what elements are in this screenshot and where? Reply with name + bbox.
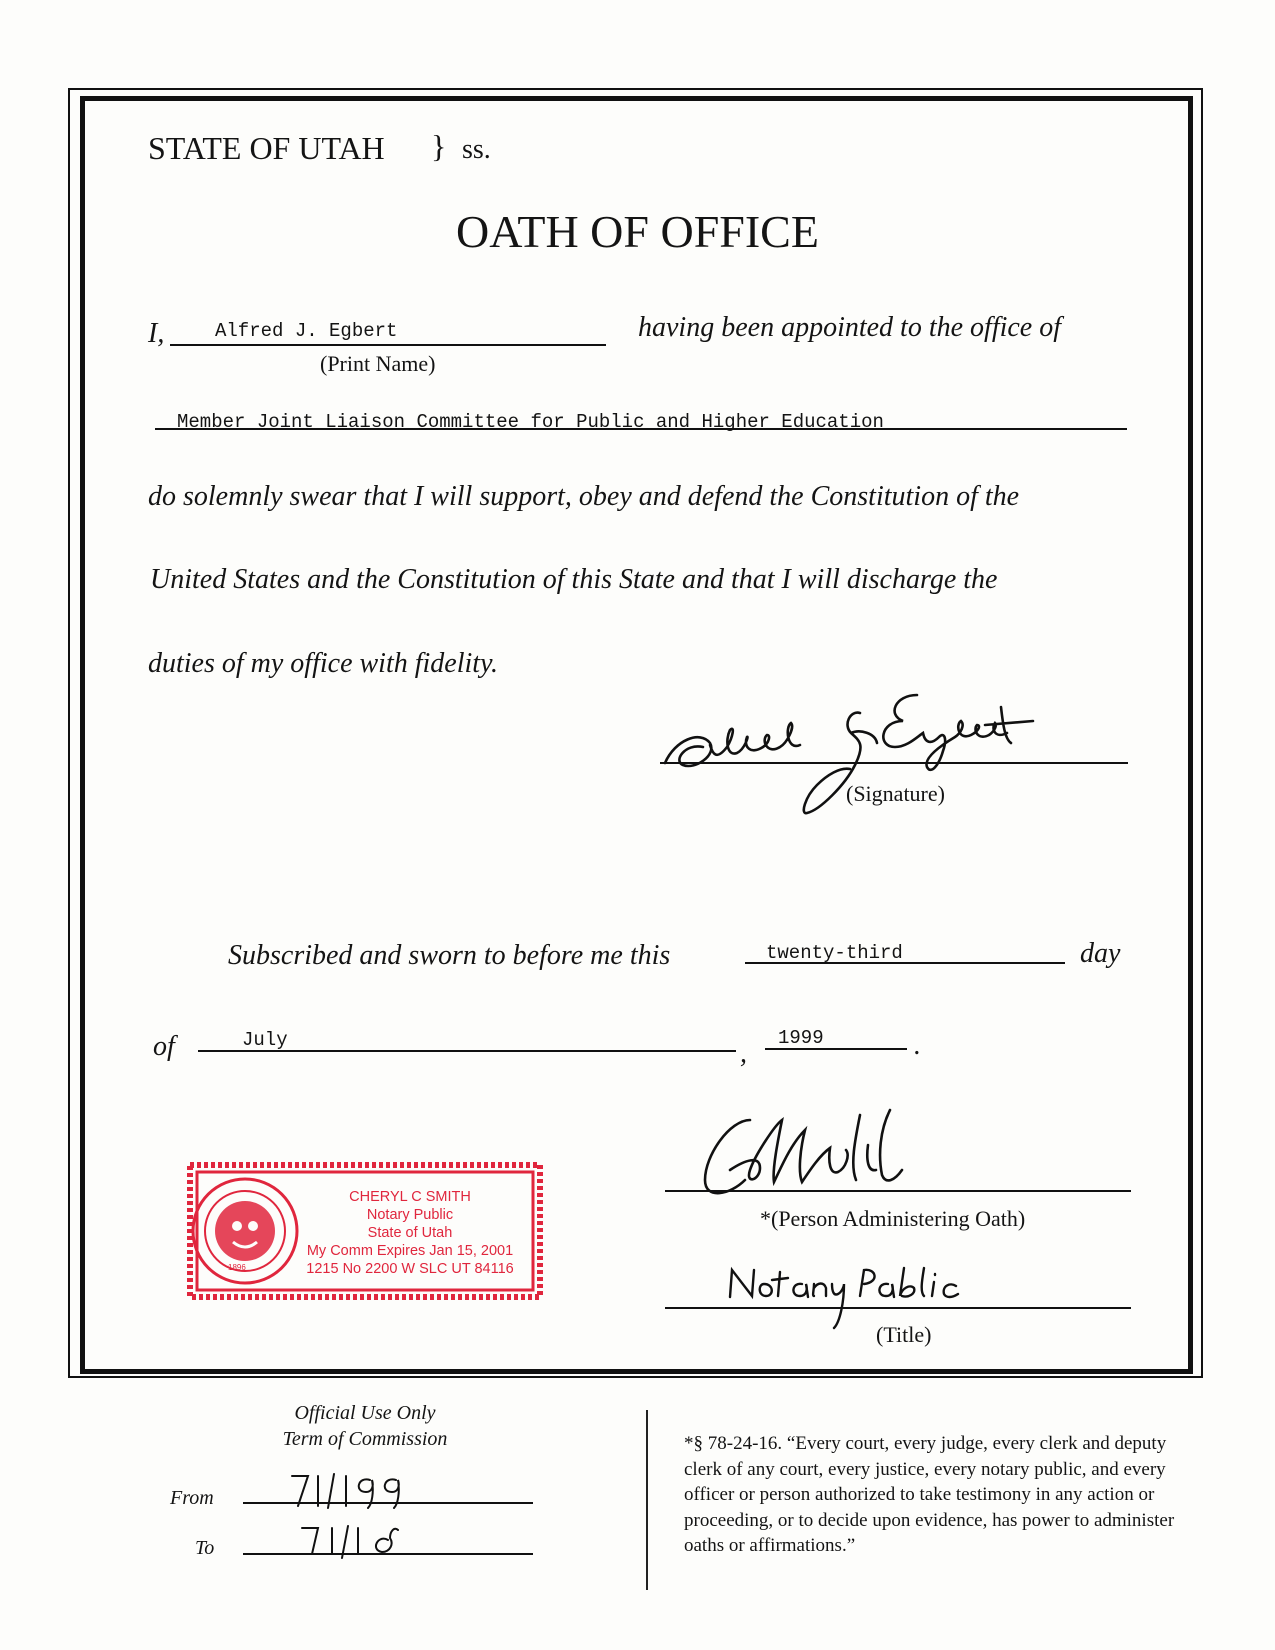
stamp-name: CHERYL C SMITH — [349, 1189, 471, 1205]
sworn-text: Subscribed and sworn to before me this — [228, 940, 671, 971]
handwritten-signature — [655, 685, 1095, 830]
day-value[interactable]: twenty-third — [766, 942, 903, 964]
administrator-caption: *(Person Administering Oath) — [760, 1206, 1026, 1231]
of-label: of — [153, 1031, 175, 1062]
oath-line-2: United States and the Constitution of this State and that I will discharge the — [150, 564, 998, 595]
period: . — [914, 1030, 921, 1061]
i-prefix: I, — [148, 318, 165, 349]
brace: } — [431, 128, 447, 164]
stamp-text — [290, 1188, 530, 1278]
year-value[interactable]: 1999 — [778, 1027, 824, 1049]
print-name-caption: (Print Name) — [320, 351, 436, 376]
official-use-heading: Official Use Only — [294, 1402, 436, 1424]
from-value-handwritten — [288, 1470, 428, 1510]
office-line — [155, 428, 1127, 430]
document-title: OATH OF OFFICE — [456, 206, 819, 257]
ss-label: ss. — [462, 134, 491, 165]
title-caption: (Title) — [876, 1322, 932, 1347]
oath-line-3: duties of my office with fidelity. — [148, 648, 498, 679]
print-name-line — [170, 344, 606, 346]
term-heading: Term of Commission — [282, 1428, 448, 1450]
oath-line-1: do solemnly swear that I will support, obey and defend the Constitution of the — [148, 481, 1020, 512]
office-value[interactable]: Member Joint Liaison Committee for Public and Higher Education — [177, 411, 884, 433]
to-label: To — [195, 1537, 215, 1559]
seal-year: 1896 — [228, 1263, 246, 1272]
signature-caption: (Signature) — [846, 781, 945, 806]
appointed-text: having been appointed to the office of — [638, 312, 1062, 343]
from-label: From — [170, 1487, 214, 1509]
to-line — [243, 1553, 533, 1555]
month-value[interactable]: July — [242, 1029, 288, 1051]
print-name-value[interactable]: Alfred J. Egbert — [215, 320, 398, 342]
month-line — [198, 1050, 736, 1052]
state-heading: STATE OF UTAH — [148, 130, 385, 166]
stamp-role: Notary Public — [366, 1207, 454, 1223]
handwritten-title — [720, 1262, 970, 1342]
administrator-signature — [690, 1100, 990, 1210]
from-line — [243, 1502, 533, 1504]
day-line — [745, 962, 1065, 964]
year-line — [765, 1048, 907, 1050]
comma: , — [740, 1038, 747, 1069]
signature-line — [660, 762, 1128, 764]
stamp-state: State of Utah — [367, 1225, 453, 1241]
statute-note: *§ 78-24-16. “Every court, every judge, every clerk and deputy clerk of any court, every justice, every notary public, and every officer or person authorized to take testimony in any action or proceeding, or to decide upon evidence, has power to administer oaths or affirmations.” — [684, 1433, 1175, 1556]
title-line — [665, 1307, 1131, 1309]
stamp-expiry: My Comm Expires Jan 15, 2001 — [306, 1243, 514, 1259]
vertical-divider — [646, 1410, 648, 1590]
day-label: day — [1080, 938, 1121, 969]
stamp-address: 1215 No 2200 W SLC UT 84116 — [306, 1261, 514, 1277]
administrator-line — [665, 1190, 1131, 1192]
